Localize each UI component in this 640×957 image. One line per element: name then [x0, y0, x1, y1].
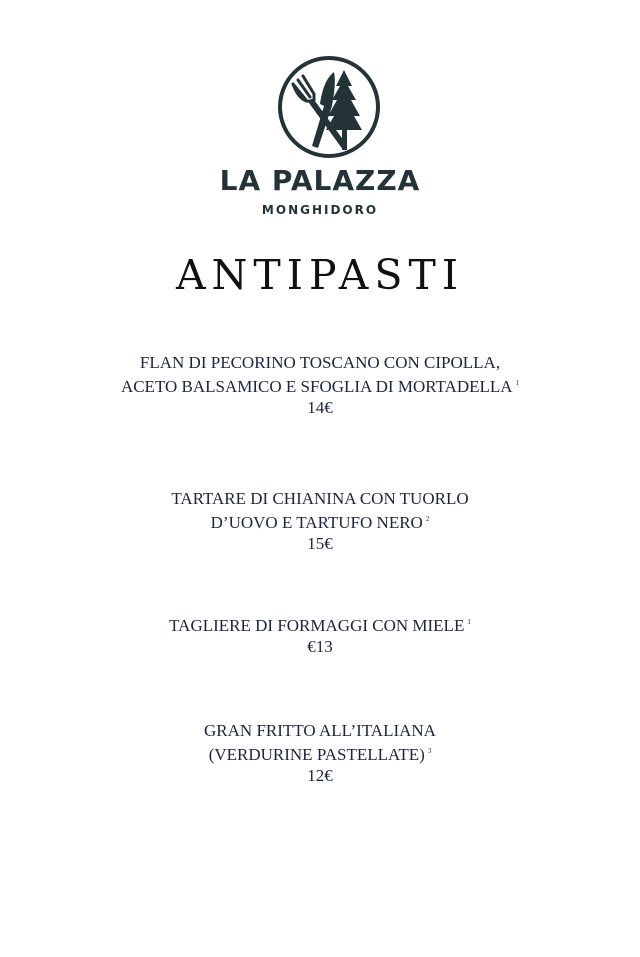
- allergen-note: 1: [467, 618, 471, 626]
- menu-item-line: ACETO BALSAMICO E SFOGLIA DI MORTADELLA: [120, 377, 513, 396]
- menu-item-line: FLAN DI PECORINO TOSCANO CON CIPOLLA,: [139, 353, 501, 372]
- fork-knife-pine-tree-icon: [276, 54, 382, 160]
- brand-location: MONGHIDORO: [261, 203, 379, 217]
- menu-item-line: GRAN FRITTO ALL’ITALIANA: [204, 721, 436, 740]
- allergen-note: 3: [427, 747, 432, 755]
- menu-item: [40, 352, 600, 418]
- menu-item-price: 15€: [307, 534, 333, 553]
- menu-item-line: TAGLIERE DI FORMAGGI CON MIELE: [169, 616, 465, 635]
- menu-item-line: D’UOVO E TARTUFO NERO: [210, 513, 423, 532]
- menu-item-line: TARTARE DI CHIANINA CON TUORLO: [171, 489, 469, 508]
- menu-item: [40, 720, 600, 786]
- menu-item-line: (VERDURINE PASTELLATE): [208, 745, 425, 764]
- menu-item-price: 12€: [307, 766, 333, 785]
- brand-name: LA PALAZZA: [219, 164, 421, 197]
- menu-item: [40, 488, 600, 554]
- section-title: ANTIPASTI: [175, 251, 465, 299]
- menu-item: [40, 612, 600, 657]
- allergen-note: 2: [425, 515, 430, 523]
- menu-item-price: €13: [307, 637, 333, 656]
- menu-item-price: 14€: [307, 398, 333, 417]
- allergen-note: 1: [515, 379, 520, 387]
